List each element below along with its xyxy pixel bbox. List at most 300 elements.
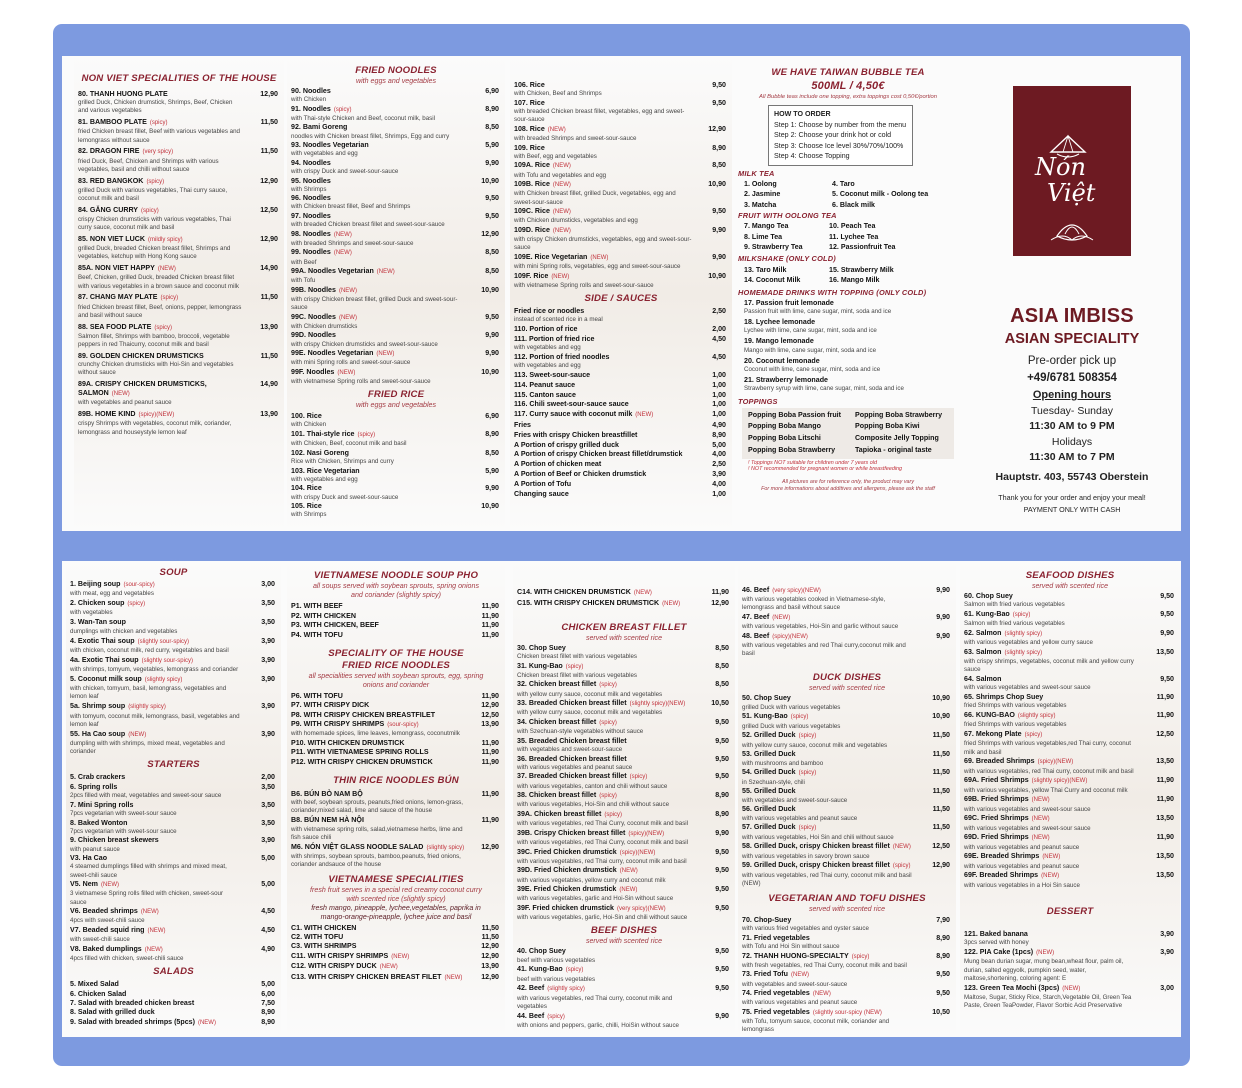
menu-item-price: 4,50 bbox=[712, 352, 726, 361]
menu-item bbox=[287, 952, 499, 962]
menu-item-name: C1. WITH CHICKEN bbox=[291, 923, 357, 932]
menu-item-description: with chicken, coconut milk, red curry, vegetables and basil bbox=[70, 646, 229, 654]
menu-item bbox=[66, 730, 275, 757]
menu-item bbox=[287, 602, 499, 611]
menu-item-line bbox=[964, 730, 1140, 740]
menu-item-description: with vegetables and egg bbox=[514, 362, 581, 370]
spice-badge: (NEW) bbox=[376, 269, 395, 276]
spice-badge: (NEW) bbox=[1031, 797, 1050, 804]
menu-item-price: 12,90 bbox=[260, 176, 278, 185]
menu-item-line bbox=[742, 823, 916, 833]
menu-item-description: with yellow curry sauce, coconut milk and vegetables bbox=[517, 709, 663, 717]
menu-item-price: 9,50 bbox=[1160, 610, 1174, 618]
spice-badge: (NEW) bbox=[333, 231, 352, 238]
menu-item-name: 66. KUNG-BAO bbox=[964, 711, 1015, 720]
menu-item-line bbox=[70, 730, 241, 740]
spice-badge: (slightly spicy)(NEW) bbox=[629, 701, 686, 708]
menu-item bbox=[66, 637, 275, 655]
menu-item-name: 69B. Fried Shrimps bbox=[964, 795, 1029, 804]
menu-item-description: fried Chicken breast fillet, Beef, onions, pepper, lemongrass and basil without sauce bbox=[78, 303, 242, 319]
menu-item-name: 39E. Fried Chicken drumstick bbox=[517, 885, 617, 894]
menu-item-name: 82. DRAGON FIRE bbox=[78, 147, 140, 156]
menu-item bbox=[74, 293, 278, 320]
drink-item: Popping Boba Kiwi bbox=[855, 422, 920, 431]
menu-item-price: 9,90 bbox=[485, 331, 499, 340]
menu-item-line bbox=[291, 212, 465, 221]
menu-item-line bbox=[291, 502, 465, 511]
menu-item-price: 4,50 bbox=[712, 334, 726, 343]
menu-item-price: 11,90 bbox=[1156, 776, 1174, 785]
menu-item-description: with various vegetables and sweet-sour sauce bbox=[964, 824, 1091, 832]
menu-item-description: with Beef bbox=[291, 258, 317, 266]
menu-item-description: with vietnamese spring rolls, salad,vietnamese herbs, lime and fish sauce chili bbox=[291, 825, 463, 841]
menu-item bbox=[74, 323, 278, 350]
menu-item-name: V3. Ha Cao bbox=[70, 854, 108, 863]
menu-item-line bbox=[70, 580, 241, 590]
menu-item-description: with Chicken, Beef and Shrimps bbox=[514, 90, 602, 98]
spice-badge: (NEW) bbox=[128, 731, 147, 738]
menu-item bbox=[287, 933, 499, 942]
menu-item bbox=[510, 381, 726, 390]
phone-number: +49/6781 508354 bbox=[1027, 372, 1117, 384]
menu-item-price: 5,90 bbox=[485, 466, 499, 475]
menu-item-line bbox=[291, 449, 465, 458]
menu-item-line bbox=[514, 307, 692, 316]
spice-badge: (spicy) bbox=[604, 811, 623, 818]
menu-item-description: with Chicken, Beef, coconut milk and basil bbox=[291, 440, 407, 448]
menu-item-price: 4,90 bbox=[261, 944, 275, 953]
menu-item-name: 34. Chicken breast fillet bbox=[517, 717, 597, 726]
menu-item-description: with various fried vegetables and oyster sauce bbox=[742, 925, 869, 933]
menu-item-line bbox=[517, 772, 695, 782]
menu-item-name: 104. Rice bbox=[291, 484, 322, 493]
menu-item-description: with yellow curry sauce, coconut milk and vegetables bbox=[742, 741, 888, 749]
menu-item bbox=[74, 264, 278, 291]
menu-item-line bbox=[291, 412, 465, 421]
menu-item-line bbox=[291, 720, 465, 730]
menu-item-description: Mung bean durian sugar, mung bean,wheat flour, palm oil, durian, salted eggyolk, pumpkin seed, water, maltose,shortening, coloring agent: E bbox=[964, 958, 1124, 982]
menu-item bbox=[287, 159, 499, 176]
menu-item bbox=[960, 795, 1174, 813]
menu-item-line bbox=[291, 739, 465, 748]
bubble-tea-price: 500ML / 4,50€ bbox=[811, 80, 885, 92]
menu-item-line bbox=[70, 907, 241, 917]
menu-item-line bbox=[291, 701, 465, 710]
menu-item-description: grilled Duck, Chicken drumstick, Shrimps, Beef, Chicken and various vegetables bbox=[78, 99, 233, 115]
menu-item-line bbox=[291, 973, 465, 983]
spice-badge: (slightly sour-spicy) bbox=[141, 657, 193, 664]
menu-item-line bbox=[742, 694, 916, 703]
how-to-step: Step 4: Choose Topping bbox=[774, 152, 850, 160]
drink-item: Popping Boba Strawberry bbox=[855, 410, 943, 419]
menu-item-price: 1,00 bbox=[712, 390, 726, 399]
menu-item bbox=[287, 739, 499, 748]
spice-badge: (NEW) bbox=[1062, 986, 1081, 993]
menu-item-description: with shrimps, soybean sprouts, bamboo,peanuts, fried onions, coriander andsauce of the house bbox=[291, 853, 461, 869]
menu-item-price: 3,90 bbox=[261, 836, 275, 845]
menu-item-name: 89B. HOME KIND bbox=[78, 410, 136, 419]
menu-item-line bbox=[291, 484, 465, 493]
menu-item-price: 12,50 bbox=[1156, 730, 1174, 739]
section-subtitle: served with scented rice bbox=[808, 684, 886, 693]
homemade-drink bbox=[744, 376, 958, 393]
menu-item-description: with various vegetables, garlic, Hoi-Sin and chili without sauce bbox=[517, 914, 688, 922]
menu-item-price: 3,50 bbox=[261, 818, 275, 827]
menu-item-line bbox=[514, 125, 692, 135]
menu-item bbox=[513, 680, 729, 698]
menu-item-price: 11,90 bbox=[481, 611, 499, 620]
menu-item-description: with Chicken breast fillet, grilled Duck, vegetables, egg and sweet-sour-sauce bbox=[514, 190, 676, 206]
menu-item bbox=[287, 449, 499, 466]
menu-item-price: 11,90 bbox=[481, 816, 499, 825]
menu-item-name: 99B. Noodles bbox=[291, 285, 336, 294]
spice-badge: (NEW) bbox=[812, 991, 831, 998]
menu-item bbox=[287, 502, 499, 519]
menu-item-name: Fried rice or noodles bbox=[514, 307, 585, 316]
menu-item-price: 8,90 bbox=[936, 951, 950, 960]
menu-item-description: with onions and peppers, garlic, chilli, HoiSin without sauce bbox=[517, 1021, 679, 1029]
menu-item bbox=[738, 632, 950, 659]
menu-item-name: 32. Chicken breast fillet bbox=[517, 680, 597, 689]
menu-item-description: with peanut sauce bbox=[70, 845, 120, 853]
menu-item-price: 10,90 bbox=[481, 285, 499, 294]
menu-item-name: P7. WITH CRISPY DICK bbox=[291, 701, 370, 710]
menu-item-line bbox=[742, 916, 916, 925]
section-title: SOUP bbox=[159, 567, 188, 578]
menu-item-line bbox=[964, 610, 1140, 620]
menu-item-price: 3,90 bbox=[1160, 948, 1174, 957]
menu-item-name: 5. Crab crackers bbox=[70, 773, 126, 782]
menu-item bbox=[66, 783, 275, 800]
menu-item bbox=[738, 805, 950, 822]
menu-item-price: 11,90 bbox=[711, 588, 729, 596]
menu-item bbox=[513, 885, 729, 903]
menu-item-name: 50. Chop Suey bbox=[742, 694, 791, 703]
menu-item bbox=[513, 848, 729, 866]
menu-item-name: 57. Grilled Duck bbox=[742, 823, 796, 832]
menu-item-price: 9,50 bbox=[712, 207, 726, 216]
menu-item-line bbox=[742, 632, 916, 642]
menu-item-description: with various vegetables, red Thai Curry, coconut milk and basil bbox=[517, 820, 689, 828]
menu-item-description: with vietnamese Spring rolls and sweet-sour-sauce bbox=[514, 281, 654, 289]
drink-item: 2. Jasmine bbox=[744, 190, 781, 198]
menu-item bbox=[74, 410, 278, 437]
menu-item bbox=[66, 1018, 275, 1028]
menu-item-line bbox=[742, 613, 916, 623]
menu-item-line bbox=[291, 612, 465, 621]
menu-item-description: with various vegetables and peanut sauce bbox=[742, 999, 858, 1007]
menu-item-name: Changing sauce bbox=[514, 489, 569, 498]
menu-item-price: 12,90 bbox=[711, 598, 729, 607]
menu-item-name: 101. Thai-style rice bbox=[291, 429, 355, 438]
spice-badge: (slightly spicy) bbox=[144, 677, 183, 684]
menu-item-description: with various vegetables and peanut sauce bbox=[964, 862, 1080, 870]
menu-item-name: 71. Fried vegetables bbox=[742, 933, 810, 942]
menu-item bbox=[510, 125, 726, 143]
menu-item-price: 11,50 bbox=[260, 147, 278, 156]
menu-item-name: 99C. Noodles bbox=[291, 312, 336, 321]
menu-item-description: with vegetables bbox=[70, 609, 113, 617]
menu-panel-top bbox=[62, 56, 1181, 531]
menu-item bbox=[74, 235, 278, 262]
drink-name: 20. Coconut lemonade bbox=[744, 356, 820, 365]
menu-item-description: grilled Duck with various vegetables bbox=[742, 722, 841, 730]
menu-item-line bbox=[514, 410, 692, 420]
menu-item-description: grilled Duck, breaded Chicken breast fillet, Shrimps and vegetables, ketchup with Hong Kong sauce bbox=[78, 245, 231, 261]
section-title: STARTERS bbox=[147, 759, 200, 771]
menu-item-name: C12. WITH CRISPY DUCK bbox=[291, 962, 377, 971]
menu-item-price: 8,50 bbox=[715, 680, 729, 689]
menu-item-name: 37. Breaded Chicken breast fillet bbox=[517, 772, 627, 781]
menu-item-price: 3,90 bbox=[712, 469, 726, 478]
menu-item-price: 5,00 bbox=[712, 440, 726, 449]
spice-badge: (NEW) bbox=[662, 600, 681, 607]
menu-item-line bbox=[291, 313, 465, 323]
menu-item-description: 3 vietnamese Spring rolls filled with chicken, sweet-sour sauce bbox=[70, 890, 224, 906]
menu-item-price: 5,00 bbox=[261, 854, 275, 863]
menu-item-line bbox=[291, 843, 465, 853]
menu-item-price: 9,50 bbox=[715, 885, 729, 894]
menu-item bbox=[513, 737, 729, 754]
menu-item-price: 3,90 bbox=[261, 655, 275, 664]
menu-item-line bbox=[291, 942, 465, 951]
menu-item-price: 8,90 bbox=[936, 933, 950, 942]
menu-item-line bbox=[70, 675, 241, 685]
menu-item-line bbox=[514, 400, 692, 409]
menu-item-price: 12,50 bbox=[932, 842, 950, 851]
menu-item-price: 9,50 bbox=[715, 984, 729, 993]
menu-item bbox=[287, 286, 499, 313]
menu-item-name: 116. Chili sweet-sour-sauce sauce bbox=[514, 400, 629, 409]
menu-item bbox=[287, 720, 499, 738]
menu-item-line bbox=[514, 381, 692, 390]
restaurant-name: ASIA IMBISS bbox=[1010, 305, 1134, 327]
drink-item: Popping Boba Litschi bbox=[748, 434, 821, 443]
menu-item-price: 10,90 bbox=[481, 502, 499, 511]
menu-item bbox=[287, 692, 499, 701]
spice-badge: (spicy) bbox=[160, 295, 179, 302]
menu-item-line bbox=[964, 984, 1140, 994]
menu-item-name: B6. BÚN BÒ NAM BỘ bbox=[291, 789, 363, 798]
menu-item-name: P2. WITH CHICKEN bbox=[291, 611, 357, 620]
menu-item bbox=[738, 861, 950, 888]
menu-item-price: 9,50 bbox=[715, 947, 729, 956]
spice-badge: (NEW) bbox=[633, 590, 652, 596]
menu-item-name: 1. Beijing soup bbox=[70, 580, 121, 588]
section-subtitle: served with scented rice bbox=[585, 937, 663, 946]
how-to-step: Step 1: Choose by number from the menu bbox=[774, 120, 907, 129]
menu-item-name: B8. BÚN NEM HÀ NỘI bbox=[291, 816, 364, 825]
menu-item-price: 10,90 bbox=[932, 712, 950, 721]
menu-item-description: with various vegetables, garlic and Hoi-Sin without sauce bbox=[517, 895, 674, 903]
menu-item-line bbox=[78, 235, 244, 245]
fruit-tea-title: FRUIT WITH OOLONG TEA bbox=[738, 211, 837, 220]
menu-item-price: 11,50 bbox=[932, 805, 950, 814]
menu-item-description: Rice with Chicken, Shrimps and curry bbox=[291, 457, 394, 465]
menu-item-description: with vegetables and egg bbox=[514, 344, 581, 352]
menu-item-line bbox=[291, 962, 465, 972]
menu-item-name: 40. Chop Suey bbox=[517, 947, 566, 956]
menu-item-line bbox=[291, 748, 465, 757]
menu-item-price: 13,90 bbox=[481, 720, 499, 729]
menu-item bbox=[287, 701, 499, 710]
menu-item-price: 9,50 bbox=[1160, 592, 1174, 600]
spice-badge: (NEW) bbox=[551, 273, 570, 280]
menu-item bbox=[66, 599, 275, 617]
menu-item-line bbox=[742, 842, 916, 852]
menu-item-price: 3,90 bbox=[261, 702, 275, 711]
menu-item-name: 59. Grilled Duck, crispy Chicken breast fillet bbox=[742, 861, 890, 870]
menu-item-line bbox=[70, 880, 241, 890]
menu-item bbox=[738, 989, 950, 1007]
menu-item-line bbox=[291, 177, 465, 186]
spice-badge: (NEW) bbox=[333, 250, 352, 257]
menu-item-name: P3. WITH CHICKEN, BEEF bbox=[291, 621, 379, 630]
homemade-drink bbox=[744, 318, 958, 335]
spice-badge: (spicy)(NEW) bbox=[1037, 759, 1074, 766]
spice-badge: (spicy) bbox=[146, 178, 165, 185]
menu-item-description: with vegetables and egg bbox=[291, 150, 358, 158]
menu-item-line bbox=[70, 836, 241, 845]
menu-item-line bbox=[964, 648, 1140, 658]
menu-item-line bbox=[78, 293, 244, 303]
menu-item-name: 8. Baked Wonton bbox=[70, 818, 128, 827]
menu-item-name: 115. Canton sauce bbox=[514, 390, 576, 399]
spice-badge: (NEW) bbox=[619, 887, 638, 894]
menu-item-price: 4,00 bbox=[712, 479, 726, 488]
menu-item-price: 11,90 bbox=[481, 602, 499, 610]
menu-item bbox=[960, 711, 1174, 729]
menu-item-name: 54. Grilled Duck bbox=[742, 768, 796, 777]
menu-item-description: with sweet-chili sauce bbox=[70, 936, 130, 944]
menu-item-name: C15. WITH CRISPY CHICKEN DRUMSTICK bbox=[517, 598, 660, 607]
menu-item-description: with various vegetables and peanut sauce bbox=[742, 814, 858, 822]
spice-badge: (NEW) bbox=[619, 868, 638, 875]
menu-item-description: with meat, egg and vegetables bbox=[70, 590, 154, 598]
menu-item-name: 9. Chicken breast skewers bbox=[70, 836, 159, 845]
menu-item-description: with Chicken drumsticks, vegetables and egg bbox=[514, 217, 638, 225]
menu-item-price: 11,50 bbox=[932, 750, 950, 759]
menu-item-name: 109. Rice bbox=[514, 143, 545, 152]
bubble-tea-title: WE HAVE TAIWAN BUBBLE TEA bbox=[771, 67, 925, 78]
menu-item-name: 62. Salmon bbox=[964, 629, 1002, 637]
menu-item bbox=[66, 907, 275, 925]
menu-item-line bbox=[742, 805, 916, 814]
menu-item bbox=[287, 843, 499, 870]
menu-item bbox=[287, 412, 499, 429]
menu-item-price: 11,50 bbox=[932, 787, 950, 796]
menu-item-line bbox=[70, 618, 241, 627]
section-title: SIDE / SAUCES bbox=[584, 293, 658, 305]
menu-item-name: 4. Exotic Thai soup bbox=[70, 636, 135, 645]
spice-badge: (slightly sour-spicy (NEW) bbox=[812, 1010, 882, 1016]
spice-badge: (NEW) bbox=[552, 163, 571, 170]
menu-item-description: with Chicken breast fillet, Beef and Shrimps bbox=[291, 203, 411, 211]
menu-item-name: 2. Chicken soup bbox=[70, 599, 125, 608]
menu-item-line bbox=[517, 680, 695, 690]
footnote: For more informations about additives and allergens, please ask the staff bbox=[761, 485, 935, 492]
menu-item-name: 109E. Rice Vegetarian bbox=[514, 252, 588, 261]
menu-item-name: 109F. Rice bbox=[514, 271, 549, 280]
menu-item-line bbox=[517, 984, 695, 994]
menu-item-price: 11,90 bbox=[481, 789, 499, 798]
menu-item bbox=[74, 118, 278, 145]
menu-item bbox=[738, 613, 950, 631]
menu-item-name: V8. Baked dumplings bbox=[70, 944, 142, 953]
how-to-step: Step 3: Choose Ice level 30%/70%/100% bbox=[774, 141, 904, 150]
menu-item-price: 13,50 bbox=[1156, 648, 1174, 656]
menu-item-name: A Portion of Tofu bbox=[514, 479, 572, 488]
menu-item bbox=[66, 656, 275, 674]
menu-item-price: 9,90 bbox=[712, 225, 726, 234]
menu-item-name: 53. Grilled Duck bbox=[742, 750, 796, 759]
menu-item-name: 113. Sweet-sour-sauce bbox=[514, 370, 591, 379]
menu-item bbox=[510, 272, 726, 290]
menu-item-price: 9,50 bbox=[715, 847, 729, 856]
spice-badge: (NEW) bbox=[338, 287, 357, 294]
menu-item-line bbox=[514, 450, 692, 459]
menu-item-line bbox=[514, 391, 692, 400]
menu-item-price: 8,90 bbox=[712, 430, 726, 439]
menu-item-name: 63. Salmon bbox=[964, 648, 1002, 656]
footnote: All pictures are for reference only, the product may vary bbox=[781, 478, 915, 485]
opening-hours-title: Opening hours bbox=[1032, 389, 1112, 401]
drink-description: Coconut with lime, cane sugar, mint, soda and ice bbox=[744, 365, 881, 373]
menu-item bbox=[510, 400, 726, 409]
spice-badge: (slightly spicy) bbox=[1004, 631, 1043, 637]
menu-item bbox=[960, 814, 1174, 832]
section-subtitle: fresh mango, pineapple, lychee,vegetables, paprika in mango-orange-pineapple, lychee juice and basil bbox=[311, 903, 481, 921]
menu-item-price: 9,50 bbox=[715, 866, 729, 875]
menu-item-price: 11,90 bbox=[481, 691, 499, 700]
menu-item-description: with vegetables and sweet-sour-sauce bbox=[742, 980, 848, 988]
menu-item-description: with crispy Chicken breast fillet, grilled Duck and sweet-sour-sauce bbox=[291, 295, 458, 312]
menu-item bbox=[513, 904, 729, 922]
col-seafood-dessert bbox=[960, 561, 1180, 1037]
menu-item bbox=[287, 467, 499, 484]
menu-item bbox=[510, 207, 726, 225]
menu-item-price: 11,50 bbox=[481, 932, 499, 941]
menu-item-name: P8. WITH CRISPY CHICKEN BREASTFILET bbox=[291, 710, 436, 719]
menu-item-name: 89A. CRISPY CHICKEN DRUMSTICKS, SALMON bbox=[78, 380, 207, 398]
menu-item bbox=[738, 694, 950, 711]
menu-item-price: 10,50 bbox=[711, 699, 729, 708]
menu-item-price: 3,90 bbox=[1160, 929, 1174, 938]
menu-item-price: 4,90 bbox=[712, 420, 726, 429]
menu-item-name: 90. Noodles bbox=[291, 87, 331, 95]
menu-item-price: 9,90 bbox=[485, 349, 499, 358]
menu-item-name: 69. Breaded Shrimps bbox=[964, 757, 1035, 766]
menu-item bbox=[510, 226, 726, 253]
menu-item-description: Salmon with fried various vegetables bbox=[964, 601, 1065, 609]
menu-item-line bbox=[517, 885, 695, 895]
menu-item-name: 39C. Fried Chicken drumstick bbox=[517, 847, 617, 856]
menu-item bbox=[287, 631, 499, 640]
spice-badge: (NEW) bbox=[111, 391, 130, 398]
menu-item-name: 99E. Noodles Vegetarian bbox=[291, 349, 374, 358]
menu-item bbox=[66, 980, 275, 989]
menu-item bbox=[513, 772, 729, 790]
menu-item-name: Fries with crispy Chicken breastfillet bbox=[514, 430, 638, 439]
menu-item-name: 110. Portion of rice bbox=[514, 325, 578, 334]
menu-item-price: 3,50 bbox=[261, 800, 275, 809]
menu-item-line bbox=[291, 368, 465, 378]
menu-item-description: with vegetables and sweet-sour-sauce bbox=[517, 745, 623, 753]
menu-item bbox=[287, 973, 499, 983]
menu-item bbox=[66, 580, 275, 598]
menu-item bbox=[287, 621, 499, 630]
col-bubble-tea bbox=[738, 56, 958, 531]
